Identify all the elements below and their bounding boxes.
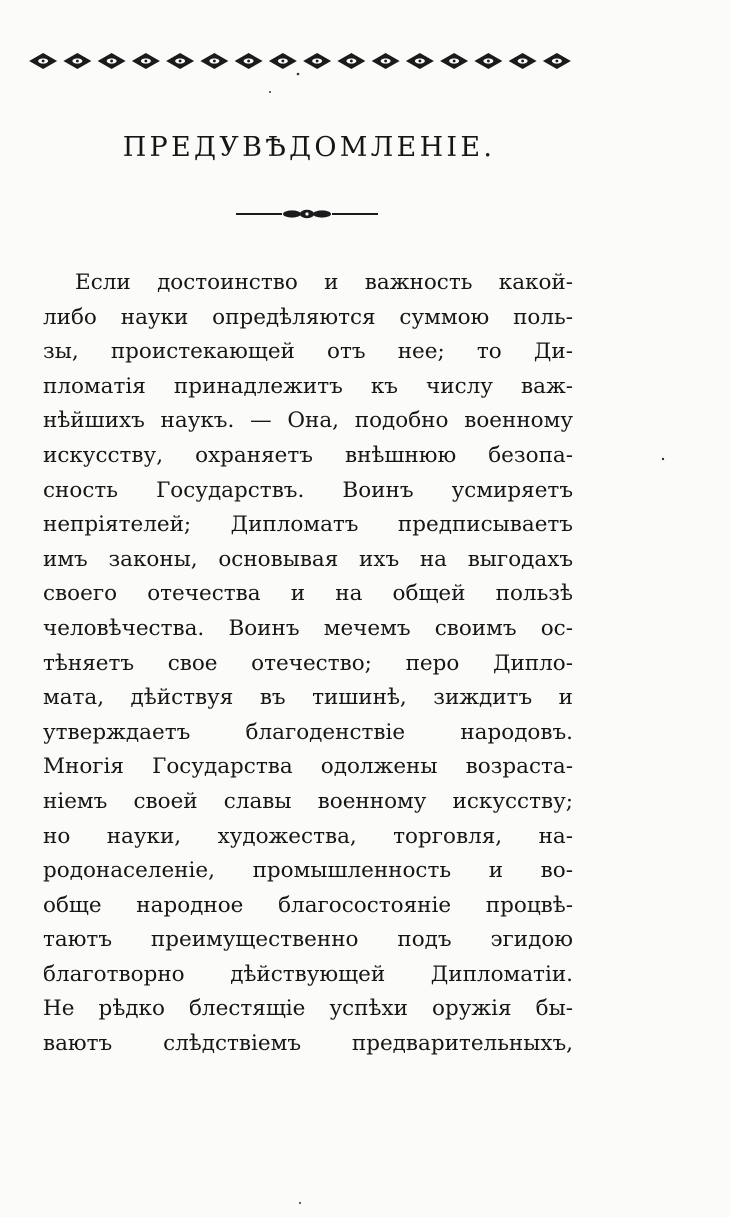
text-line: пломатія принадлежитъ къ числу важ- bbox=[43, 373, 573, 399]
text-line: непріятелей; Дипломатъ предписываетъ bbox=[43, 512, 573, 538]
border-ornament-unit bbox=[303, 53, 331, 69]
border-ornament-unit bbox=[406, 53, 434, 69]
text-line: зы, проистекающей отъ нее; то Ди- bbox=[43, 339, 573, 365]
text-line: Многія Государства одолжены возраста- bbox=[43, 754, 573, 780]
text-line: своего отечества и на общей пользѣ bbox=[43, 581, 573, 607]
text-line: мата, дѣйствуя въ тишинѣ, зиждитъ и bbox=[43, 685, 573, 711]
text-line: человѣчества. Воинъ мечемъ своимъ ос- bbox=[43, 615, 573, 641]
text-line: таютъ преимущественно подъ эгидою bbox=[43, 927, 573, 953]
border-ornament-unit bbox=[29, 53, 57, 69]
border-ornament-unit bbox=[474, 53, 502, 69]
text-line: искусству, охраняетъ внѣшнюю безопа- bbox=[43, 442, 573, 468]
text-line: либо науки опредѣляются суммою поль- bbox=[43, 304, 573, 330]
border-ornament-unit bbox=[543, 53, 571, 69]
border-ornament-unit bbox=[166, 53, 194, 69]
body-text bbox=[43, 266, 573, 1062]
border-ornament-unit bbox=[132, 53, 160, 69]
border-ornament-unit bbox=[63, 53, 91, 69]
text-line: нѣйшихъ наукъ. — Она, подобно военному bbox=[43, 408, 573, 434]
text-line: ваютъ слѣдствіемъ предварительныхъ, bbox=[43, 1031, 573, 1057]
page-title: ПРЕДУВѢДОМЛЕНІЕ. bbox=[122, 132, 496, 163]
border-ornament-unit bbox=[337, 53, 365, 69]
text-line: Не рѣдко блестящіе успѣхи оружія бы- bbox=[43, 996, 573, 1022]
border-ornament-unit bbox=[200, 53, 228, 69]
border-ornament-unit bbox=[509, 53, 537, 69]
decorative-divider bbox=[236, 206, 378, 222]
text-line: родонаселеніе, промышленность и во- bbox=[43, 858, 573, 884]
text-line: обще народное благосостояніе процвѣ- bbox=[43, 892, 573, 918]
text-line: ніемъ своей славы военному искусству; bbox=[43, 788, 573, 814]
text-line: имъ законы, основывая ихъ на выгодахъ bbox=[43, 546, 573, 572]
border-ornament-unit bbox=[98, 53, 126, 69]
border-ornament-unit bbox=[372, 53, 400, 69]
text-line: сность Государствъ. Воинъ усмиряетъ bbox=[43, 477, 573, 503]
border-ornament-unit bbox=[269, 53, 297, 69]
text-line: утверждаетъ благоденствіе народовъ. bbox=[43, 719, 573, 745]
border-ornament-unit bbox=[440, 53, 468, 69]
border-ornament-unit bbox=[235, 53, 263, 69]
decorative-border bbox=[26, 46, 574, 76]
text-line: Если достоинство и важность какой- bbox=[75, 270, 573, 295]
text-line: но науки, художества, торговля, на- bbox=[43, 823, 573, 849]
text-line: благотворно дѣйствующей Дипломатіи. bbox=[43, 961, 573, 987]
text-line: тѣняетъ свое отечество; перо Дипло- bbox=[43, 650, 573, 676]
